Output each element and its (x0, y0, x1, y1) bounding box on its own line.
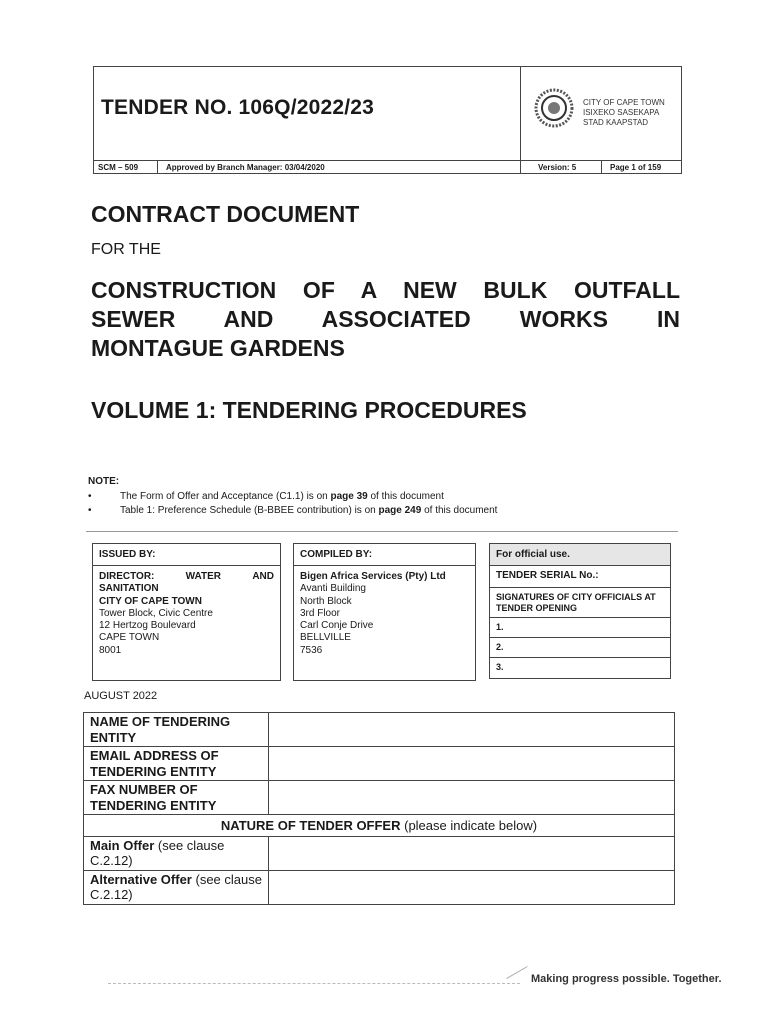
header-divider (520, 66, 521, 174)
table-row (84, 713, 675, 747)
compiled-by-heading: COMPILED BY: (294, 544, 475, 566)
email-label: EMAIL ADDRESS OF TENDERING ENTITY (84, 747, 269, 781)
alternative-offer-label: Alternative Offer (see clause C.2.12) (84, 870, 269, 904)
issued-by-box (92, 543, 281, 681)
issued-by-title: DIRECTOR: WATER AND (99, 571, 274, 582)
nature-heading: NATURE OF TENDER OFFER (please indicate below) (84, 815, 675, 837)
note-item: • Table 1: Preference Schedule (B-BBEE contribution) is on page 249 of this document (88, 505, 498, 516)
divider (86, 531, 678, 532)
signatures-label: SIGNATURES OF CITY OFFICIALS AT TENDER OPENING (490, 588, 670, 618)
official-use-box (489, 543, 671, 679)
signature-row-3[interactable]: 3. (496, 662, 504, 672)
city-seal-icon (534, 88, 574, 128)
tendering-entity-table (83, 712, 675, 905)
version-label: Version: 5 (538, 163, 577, 172)
compiled-by-box (293, 543, 476, 681)
approval-note: Approved by Branch Manager: 03/04/2020 (166, 163, 325, 172)
page-title: CONTRACT DOCUMENT (91, 201, 360, 227)
volume-title: VOLUME 1: TENDERING PROCEDURES (91, 397, 527, 423)
note-label: NOTE: (88, 476, 120, 487)
signature-row-2[interactable]: 2. (490, 638, 670, 658)
tender-serial-label: TENDER SERIAL No.: (490, 566, 670, 588)
fax-field[interactable] (269, 781, 675, 815)
document-date: AUGUST 2022 (84, 690, 158, 702)
header-divider (157, 161, 158, 174)
main-offer-label: Main Offer (see clause C.2.12) (84, 836, 269, 870)
organisation-name: CITY OF CAPE TOWN ISIXEKO SASEKAPA STAD KAAPSTAD (583, 98, 665, 127)
main-offer-field[interactable] (269, 836, 675, 870)
project-title: CONSTRUCTION OF A NEW BULK OUTFALL SEWER AND ASSOCIATED WORKS IN MONTAGUE GARDENS (91, 277, 680, 361)
email-field[interactable] (269, 747, 675, 781)
fax-label: FAX NUMBER OF TENDERING ENTITY (84, 781, 269, 815)
signature-row-1[interactable]: 1. (490, 618, 670, 638)
scm-code: SCM – 509 (98, 163, 139, 172)
page-count: Page 1 of 159 (610, 163, 662, 172)
footer-accent (506, 966, 527, 979)
table-row (84, 781, 675, 815)
header-divider (601, 161, 602, 174)
issued-by-heading: ISSUED BY: (93, 544, 280, 566)
tender-number: TENDER NO. 106Q/2022/23 (101, 96, 375, 119)
compiled-by-details: Bigen Africa Services (Pty) Ltd Avanti Building North Block 3rd Floor Carl Conje Drive BELLVILLE 7536 (300, 571, 446, 656)
table-row (84, 815, 675, 837)
footer-slogan: Making progress possible. Together. (531, 973, 722, 985)
table-row (84, 747, 675, 781)
name-field[interactable] (269, 713, 675, 747)
footer-rule (108, 983, 520, 984)
alternative-offer-field[interactable] (269, 870, 675, 904)
subtitle: FOR THE (91, 241, 161, 258)
name-label: NAME OF TENDERING ENTITY (84, 713, 269, 747)
table-row (84, 870, 675, 904)
table-row (84, 836, 675, 870)
official-use-heading: For official use. (490, 544, 670, 566)
note-item: • The Form of Offer and Acceptance (C1.1) is on page 39 of this document (88, 491, 444, 502)
issued-by-details: DIRECTOR: WATER AND SANITATION CITY OF CAPE TOWN Tower Block, Civic Centre 12 Hertzog Boulevard CAPE TOWN 8001 (99, 571, 274, 656)
